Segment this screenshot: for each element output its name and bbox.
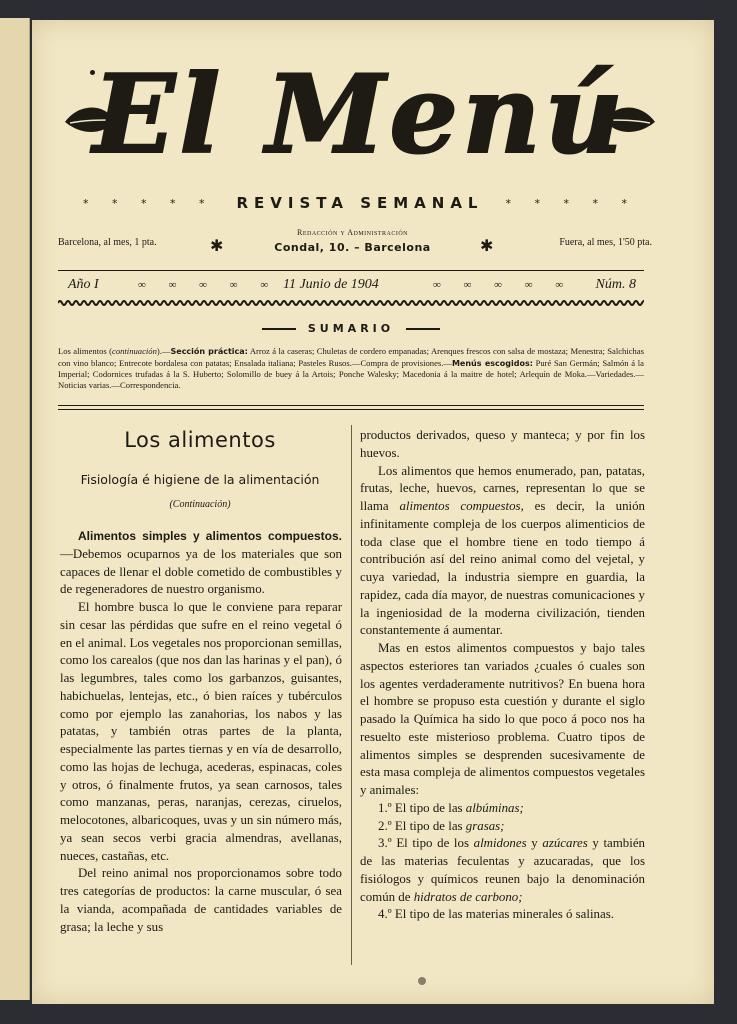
sumario-part: Los alimentos (: [58, 346, 113, 356]
wavy-rule: [58, 298, 644, 308]
article-subtitle: Fisiología é higiene de la alimentación: [80, 472, 320, 487]
sumario-part: Puré San Germán; Salmón á la Imperial; Codornices trufadas á la S. Huberto; Solomillo de buey á la Artois; Ponche Walesky; Macedonia á la maitre de hotel; Arlequín de Moka.—Variedades.—Noticias varias.—Correspondencia.: [58, 357, 644, 390]
article-title: Los alimentos: [124, 428, 276, 452]
masthead-svg: [60, 40, 660, 175]
price-barcelona: Barcelona, al mes, 1 pta.: [58, 237, 157, 248]
star-ornament-right: ✱: [480, 238, 494, 255]
italic-term: azúcares: [542, 836, 588, 851]
paragraph: [360, 463, 645, 641]
rule-top: [58, 270, 644, 271]
list-item: 4.º El tipo de las materias minerales ó salinas.: [378, 907, 614, 922]
paragraph-text: —Debemos ocuparnos ya de los materiales que son capaces de llenar el doble cometido de combustibles y de regeneradores de nuestro organismo.: [60, 546, 342, 597]
rule-double-a: [58, 405, 644, 406]
star-ornament-left: ✱: [210, 238, 224, 255]
list-text: 3.º El tipo de los: [378, 836, 474, 851]
list-text: 1.º El tipo de las: [378, 800, 466, 815]
adjacent-page-edge: [0, 18, 30, 1000]
right-column: [360, 427, 645, 924]
rule-double-b: [58, 409, 644, 410]
list-item: [360, 800, 645, 818]
italic-term: albúminas;: [465, 800, 524, 815]
article-continuation: (Continuación): [169, 499, 231, 510]
paragraph-heading: Alimentos simples y alimentos compuestos.: [78, 529, 342, 543]
sumario-part: ).—: [156, 346, 171, 356]
paragraph-text: es decir, la unión infinitamente compleja de los cuerpos alimenticios de toda clase que el hombre tiene en todo tiempo á contribución así del reino animal como del vejetal, y cuya variedad, la industria siempre en guardia, la rapidez, cada día mayor, de nuestras comunicaciones y la ingeniosidad de la moderna civilización, tienden constantemente á aumentar.: [360, 499, 645, 638]
list-text: 2.º El tipo de las: [378, 818, 466, 833]
list-item: [360, 818, 645, 836]
dateline: [68, 277, 636, 297]
sumario-bar-right: [406, 328, 440, 330]
subtitle-text: REVISTA SEMANAL: [236, 194, 484, 212]
paragraph: Mas en estos alimentos compuestos y bajo tales aspectos esteriores tan variados ¿cuales ó cuales son los agentes verdaderamente nutritivos? En buena hora el hombre se propuso esta cuestión y durante el siglo pasado la Química ha sido lo que poco á poco nos ha resuelto este misterioso problema. Cuatro tipos de alimentos simples se desprenden sucesivamente de esta masa compleja de alimentos compuestos vegetales y animales:: [360, 641, 645, 797]
left-column: [60, 528, 342, 936]
issue-year: Año I: [68, 277, 99, 292]
issue-number: Núm. 8: [595, 277, 636, 292]
column-divider: [351, 425, 352, 965]
list-item: [360, 835, 645, 906]
masthead-title: El Menú: [92, 52, 628, 175]
paragraph: productos derivados, queso y manteca; y por fin los huevos.: [360, 428, 645, 460]
masthead-logo: [60, 40, 660, 175]
italic-term: hidratos de carbono;: [413, 889, 523, 904]
stars-left: * * * * *: [83, 197, 215, 210]
page-blemish: [418, 977, 426, 985]
ornaments-right: ∞ ∞ ∞ ∞ ∞: [433, 279, 574, 291]
italic-term: alimentos compuestos,: [399, 499, 524, 513]
paragraph: El hombre busca lo que le conviene para reparar sin cesar las pérdidas que sufre en el reino vegetal ó en el animal. Los vegetales nos proporcionan semillas, como los carealos (que nos dan las harinas y el pan), ó las legumbres, tales como los garbanzos, guisantes, habichuelas, lentejas, etc., ó bien raíces y tubérculos como por ejemplo las zanahorias, los nabos y las patatas, y también otras partes de la planta, especialmente las partes tiernas y en vía de desarrollo, como las hojas de lechuga, acederas, espinacas, coles y otros, ó finalmente frutos, ya sean carnosos, tales como manzanas, peras, naranjas, cerezas, ciruelos, melocotones, albaricoques, uvas y un sin número más, ya sean secos verbi gracia almendras, avellanas, nueces, castañas, etc.: [60, 600, 342, 863]
list-text: y: [526, 836, 543, 851]
paragraph: Del reino animal nos proporcionamos sobre todo tres categorías de productos: la carne muscular, ó sea la vianda, acompañada de cantidades variables de grasa; la leche y sus: [60, 866, 342, 934]
sumario-italic: continuación: [112, 346, 157, 356]
italic-term: grasas;: [465, 818, 505, 833]
italic-term: almidones: [473, 836, 527, 851]
list-text: y también de las materias feculentas y azucaradas, que los fisiólogos y químicos reunen bajo la denominación común de: [360, 836, 645, 904]
sumario-part: Arroz á la caseras; Chuletas de cordero empanadas; Arenques frescos con salsa de mostaza; Menestra; Salchichas con vino blanco; Entrecote bordalesa con patatas; Ensalada italiana; Pasteles Rusos.—Compra de provisiones.—: [58, 346, 645, 368]
administration-label: Redacción y Administración: [296, 228, 408, 237]
sumario-bar-left: [262, 328, 296, 330]
administration-address: Condal, 10. – Barcelona: [274, 241, 431, 254]
sumario-text: [58, 346, 644, 390]
paragraph: [60, 528, 342, 599]
masthead-subtitle: [60, 194, 660, 212]
paragraph-text: Los alimentos que hemos enumerado, pan, patatas, frutas, leche, huevos, carnes, representan lo que se llama: [360, 463, 645, 513]
price-outside: Fuera, al mes, 1'50 pta.: [559, 237, 652, 248]
sumario-title: SUMARIO: [307, 322, 395, 335]
sumario-heading: [58, 322, 644, 335]
sumario-section-label: Menús escogidos:: [451, 358, 533, 368]
issue-date: 11 Junio de 1904: [283, 277, 379, 292]
stars-right: * * * * *: [505, 197, 637, 210]
sumario-section-label: Sección práctica:: [170, 347, 248, 356]
ornaments-left: ∞ ∞ ∞ ∞ ∞: [138, 279, 279, 291]
administration-block: [240, 228, 465, 254]
